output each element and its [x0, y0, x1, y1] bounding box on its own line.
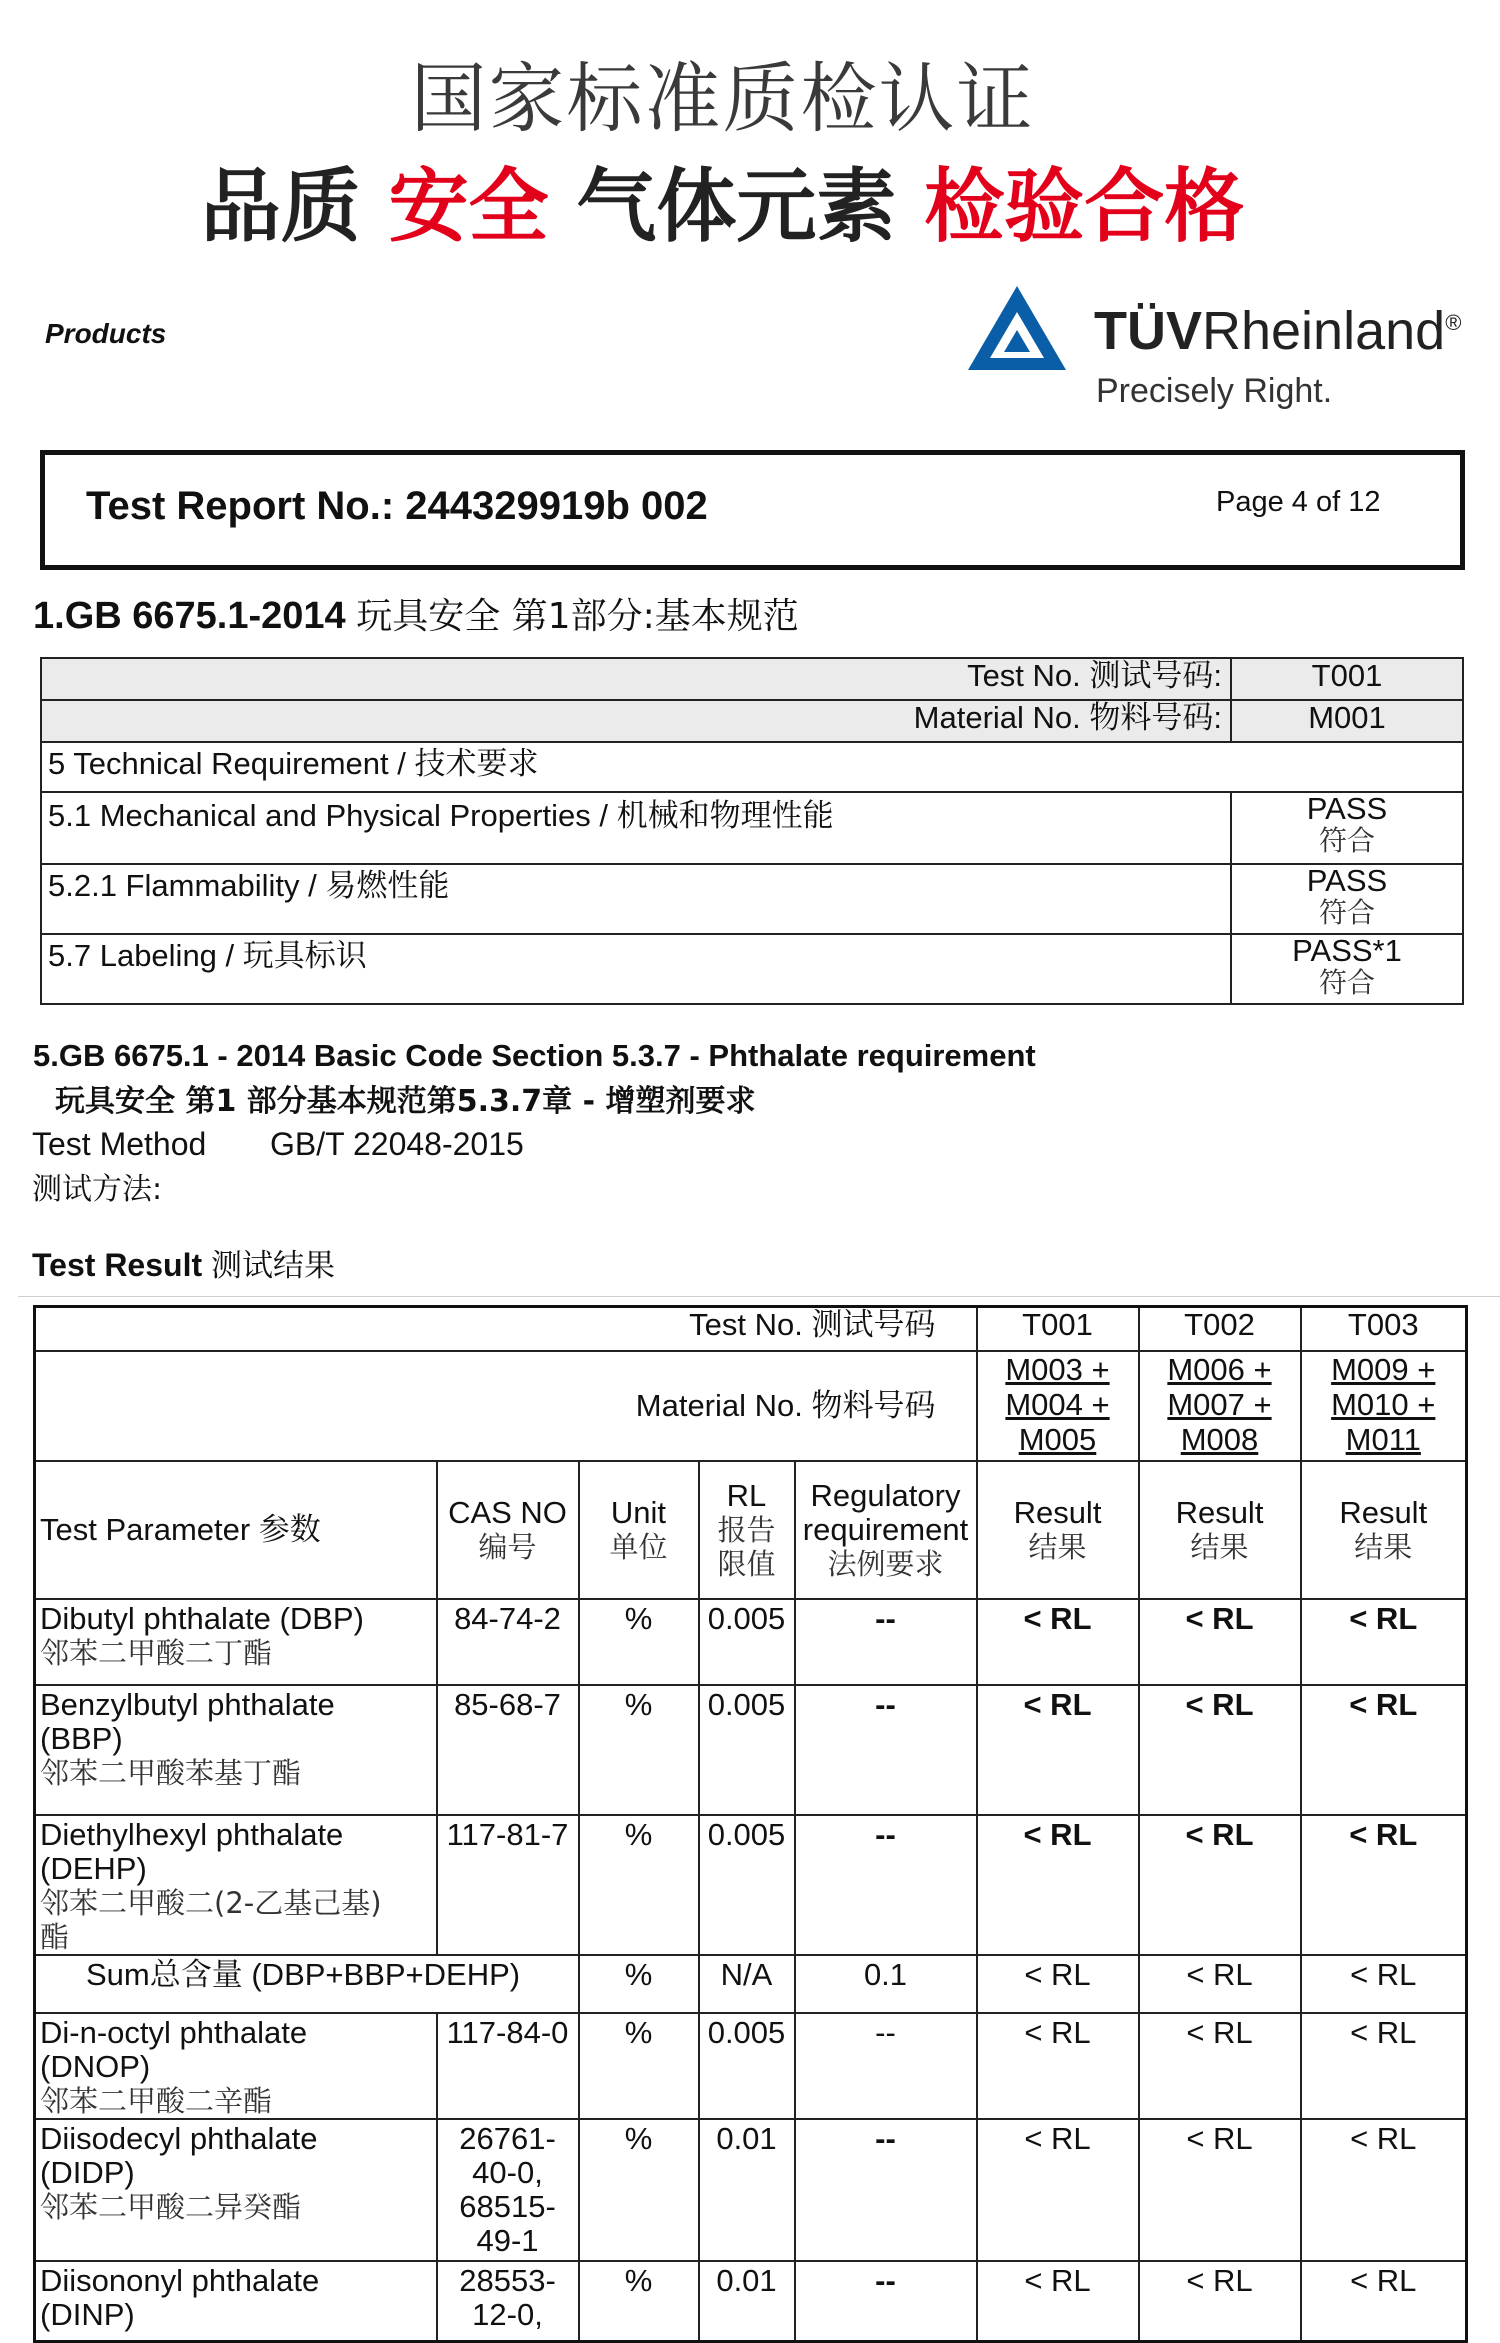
result-en: PASS*1	[1292, 933, 1402, 968]
cas-number-line: 117-81-7	[446, 1817, 569, 1852]
result-value: < RL	[977, 2119, 1139, 2261]
result-value: < RL	[977, 1685, 1139, 1815]
parameter-name-line: Sum总含量 (DBP+BBP+DEHP)	[86, 1957, 521, 1992]
result-cn: 符合	[1318, 966, 1375, 999]
col-header-parameter: Test Parameter 参数	[35, 1461, 437, 1599]
cas-number-line: 12-0,	[472, 2297, 543, 2332]
material-no-value	[977, 1351, 1139, 1461]
test-result-heading	[32, 1240, 335, 1285]
parameter-name	[35, 2119, 437, 2261]
cas-number	[437, 1685, 579, 1815]
col-header-rl-cn: 限值	[717, 1547, 776, 1581]
products-label: Products	[45, 318, 167, 349]
regulatory-value: --	[795, 2119, 977, 2261]
parameter-name	[35, 2013, 437, 2119]
cas-number	[437, 1815, 579, 1955]
parameter-name	[35, 1815, 437, 1955]
parameter-name-line: Di-n-octyl phthalate	[40, 2015, 308, 2050]
table-row	[35, 1685, 1467, 1815]
banner-line-1: 国家标准质检认证	[410, 54, 1035, 143]
result-value: < RL	[1301, 2119, 1467, 2261]
page-number: Page 4 of 12	[1216, 486, 1381, 518]
result-value: < RL	[1301, 1685, 1467, 1815]
cas-number-line: 26761-	[459, 2121, 556, 2156]
material-no-value	[1301, 1351, 1467, 1461]
parameter-name-line: Benzylbutyl phthalate	[40, 1687, 335, 1722]
registered-mark: ®	[1445, 310, 1462, 335]
material-no-value: M001	[1231, 700, 1463, 742]
result-en: PASS	[1306, 791, 1388, 826]
table-row	[41, 742, 1463, 792]
test-no-label: Test No. 测试号码:	[41, 658, 1231, 700]
result-value: < RL	[1139, 1955, 1301, 2013]
section-1-title-en: 1.GB 6675.1-2014	[33, 595, 346, 637]
rl-value: 0.005	[699, 1599, 795, 1685]
material-code: M007 +	[1167, 1387, 1272, 1422]
col-header-regulatory	[795, 1461, 977, 1599]
material-header-row	[35, 1351, 1467, 1461]
requirement-item: 5.7 Labeling / 玩具标识	[41, 934, 1231, 1004]
parameter-name-line: Diethylhexyl phthalate	[40, 1817, 344, 1852]
result-value: < RL	[977, 2013, 1139, 2119]
cas-number	[437, 2261, 579, 2341]
unit-value: %	[579, 1815, 699, 1955]
result-value: < RL	[1301, 2261, 1467, 2341]
table-row	[35, 2119, 1467, 2261]
banner-line-2	[0, 142, 1445, 257]
col-header-result	[977, 1461, 1139, 1599]
material-no-row	[41, 700, 1463, 742]
unit-value: %	[579, 2013, 699, 2119]
unit-value: %	[579, 2261, 699, 2341]
col-header-cas	[437, 1461, 579, 1599]
tuv-triangle-logo-icon	[964, 282, 1070, 374]
test-no-row	[41, 658, 1463, 700]
parameter-name-line: Diisononyl phthalate	[40, 2263, 320, 2298]
cas-number-line: 28553-	[459, 2263, 556, 2298]
brand-suffix: Rheinland	[1202, 301, 1446, 361]
parameter-name-line: 邻苯二甲酸二丁酯	[40, 1636, 273, 1670]
cas-number	[437, 2119, 579, 2261]
rl-value: 0.01	[699, 2119, 795, 2261]
col-header-regulatory-en: requirement	[802, 1512, 969, 1547]
result-value: < RL	[1301, 1955, 1467, 2013]
parameter-name-line: Dibutyl phthalate (DBP)	[40, 1601, 364, 1636]
cas-number-line: 85-68-7	[454, 1687, 561, 1722]
test-result-heading-cn: 测试结果	[211, 1248, 335, 1284]
parameter-name	[35, 1955, 579, 2013]
material-code: M010 +	[1331, 1387, 1436, 1422]
cas-number-line: 84-74-2	[454, 1601, 561, 1636]
col-header-unit-cn: 单位	[609, 1530, 668, 1564]
report-title: Test Report No.: 244329919b 002	[86, 484, 708, 528]
col-header-rl-cn: 报告	[717, 1513, 776, 1547]
parameter-name	[35, 1685, 437, 1815]
unit-value: %	[579, 1955, 699, 2013]
col-header-cas-cn: 编号	[478, 1530, 537, 1564]
col-header-result-cn: 结果	[1190, 1530, 1249, 1564]
result-value: < RL	[977, 1599, 1139, 1685]
table-row	[41, 864, 1463, 934]
parameter-name-line: (DNOP)	[40, 2049, 151, 2084]
test-no-value: T001	[977, 1307, 1139, 1352]
unit-value: %	[579, 1599, 699, 1685]
parameter-name	[35, 2261, 437, 2341]
cas-number-line: 40-0,	[472, 2155, 543, 2190]
result-value: < RL	[1139, 2013, 1301, 2119]
table-row	[35, 1599, 1467, 1685]
section-5-title-cn: 玩具安全 第1 部分基本规范第5.3.7章 - 增塑剂要求	[55, 1084, 756, 1119]
parameter-name-line: 邻苯二甲酸苯基丁酯	[40, 1756, 302, 1790]
col-header-cas-en: CAS NO	[448, 1495, 567, 1530]
result-value: < RL	[1139, 1815, 1301, 1955]
test-result-heading-en: Test Result	[32, 1247, 203, 1283]
result-cn: 符合	[1318, 896, 1375, 929]
cas-number	[437, 2013, 579, 2119]
section-1-title	[33, 588, 799, 639]
material-code: M011	[1345, 1422, 1421, 1457]
cas-number-line: 49-1	[476, 2223, 539, 2258]
parameter-name-line: (DEHP)	[40, 1851, 147, 1886]
cas-number	[437, 1599, 579, 1685]
material-code: M005	[1018, 1422, 1097, 1457]
material-code: M008	[1180, 1422, 1259, 1457]
rl-value: N/A	[699, 1955, 795, 2013]
col-header-rl	[699, 1461, 795, 1599]
brand-tagline: Precisely Right.	[1096, 372, 1333, 410]
parameter-name-line: 酯	[40, 1920, 70, 1954]
material-code: M006 +	[1167, 1352, 1272, 1387]
requirement-result	[1231, 864, 1463, 934]
parameter-name-line: 邻苯二甲酸二辛酯	[40, 2084, 273, 2118]
cas-number-line: 117-84-0	[446, 2015, 569, 2050]
regulatory-value: --	[795, 2261, 977, 2341]
material-no-value	[1139, 1351, 1301, 1461]
result-value: < RL	[1301, 1599, 1467, 1685]
rl-value: 0.005	[699, 2013, 795, 2119]
col-header-result	[1139, 1461, 1301, 1599]
table-row	[35, 1955, 1467, 2013]
banner-passed: 检验合格	[924, 160, 1245, 253]
test-no-value: T001	[1231, 658, 1463, 700]
rl-value: 0.01	[699, 2261, 795, 2341]
parameter-name-line: (DIDP)	[40, 2155, 135, 2190]
result-value: < RL	[977, 1815, 1139, 1955]
section-1-title-cn: 玩具安全 第1部分:基本规范	[356, 596, 799, 637]
col-header-regulatory-cn: 法例要求	[827, 1547, 944, 1581]
requirement-item: 5.2.1 Flammability / 易燃性能	[41, 864, 1231, 934]
parameter-name	[35, 1599, 437, 1685]
table-row	[35, 2261, 1467, 2341]
col-header-result-cn: 结果	[1354, 1530, 1413, 1564]
col-header-regulatory-en: Regulatory	[810, 1478, 961, 1513]
test-no-header-row	[35, 1307, 1467, 1352]
divider	[18, 1296, 1500, 1297]
col-header-rl-en: RL	[726, 1478, 767, 1513]
table-row	[41, 792, 1463, 864]
material-code: M003 +	[1005, 1352, 1110, 1387]
table-row	[35, 2013, 1467, 2119]
section-5-title: 5.GB 6675.1 - 2014 Basic Code Section 5.3.7 - Phthalate requirement	[33, 1038, 1036, 1073]
material-code: M009 +	[1331, 1352, 1436, 1387]
col-header-result-en: Result	[1339, 1495, 1428, 1530]
brand-prefix: TÜV	[1094, 301, 1202, 361]
result-value: < RL	[977, 1955, 1139, 2013]
column-header-row	[35, 1461, 1467, 1599]
requirement-result	[1231, 792, 1463, 864]
result-value: < RL	[1139, 1599, 1301, 1685]
result-value: < RL	[977, 2261, 1139, 2341]
phthalate-results-table	[33, 1305, 1468, 2343]
banner-safety: 安全	[388, 160, 549, 253]
requirement-item: 5.1 Mechanical and Physical Properties / 机械和物理性能	[41, 792, 1231, 864]
table-row	[41, 934, 1463, 1004]
result-cn: 符合	[1318, 824, 1375, 857]
rl-value: 0.005	[699, 1815, 795, 1955]
test-method-value: GB/T 22048-2015	[270, 1126, 524, 1162]
test-no-value: T002	[1139, 1307, 1301, 1352]
regulatory-value: --	[795, 1685, 977, 1815]
brand-name	[1094, 300, 1461, 362]
parameter-name-line: Diisodecyl phthalate	[40, 2121, 318, 2156]
col-header-unit	[579, 1461, 699, 1599]
col-header-result-en: Result	[1013, 1495, 1102, 1530]
cas-number-line: 68515-	[459, 2189, 556, 2224]
col-header-result-en: Result	[1175, 1495, 1264, 1530]
regulatory-value: --	[795, 1599, 977, 1685]
result-value: < RL	[1139, 2119, 1301, 2261]
parameter-name-line: 邻苯二甲酸二异癸酯	[40, 2190, 302, 2224]
test-method-label-cn: 测试方法:	[32, 1172, 163, 1207]
col-header-result-cn: 结果	[1028, 1530, 1087, 1564]
result-value: < RL	[1139, 1685, 1301, 1815]
result-en: PASS	[1306, 863, 1388, 898]
regulatory-value: --	[795, 1815, 977, 1955]
parameter-name-line: (DINP)	[40, 2297, 135, 2332]
material-no-label: Material No. 物料号码:	[41, 700, 1231, 742]
result-value: < RL	[1301, 2013, 1467, 2119]
table-row	[35, 1815, 1467, 1955]
section-1-table	[40, 657, 1464, 1005]
test-no-label: Test No. 测试号码	[35, 1307, 977, 1352]
result-value: < RL	[1139, 2261, 1301, 2341]
regulatory-value: 0.1	[795, 1955, 977, 2013]
material-code: M004 +	[1005, 1387, 1110, 1422]
requirement-result	[1231, 934, 1463, 1004]
regulatory-value: --	[795, 2013, 977, 2119]
result-value: < RL	[1301, 1815, 1467, 1955]
test-no-value: T003	[1301, 1307, 1467, 1352]
col-header-unit-en: Unit	[610, 1495, 667, 1530]
rl-value: 0.005	[699, 1685, 795, 1815]
material-no-label: Material No. 物料号码	[35, 1351, 977, 1461]
col-header-result	[1301, 1461, 1467, 1599]
parameter-name-line: 邻苯二甲酸二(2-乙基己基)	[40, 1886, 382, 1920]
requirement-item: 5 Technical Requirement / 技术要求	[41, 742, 1463, 792]
parameter-name-line: (BBP)	[40, 1721, 123, 1756]
banner-quality: 品质	[200, 160, 361, 253]
banner-gas-elements: 气体元素	[576, 160, 897, 253]
unit-value: %	[579, 1685, 699, 1815]
unit-value: %	[579, 2119, 699, 2261]
test-method-label: Test Method	[32, 1126, 207, 1162]
